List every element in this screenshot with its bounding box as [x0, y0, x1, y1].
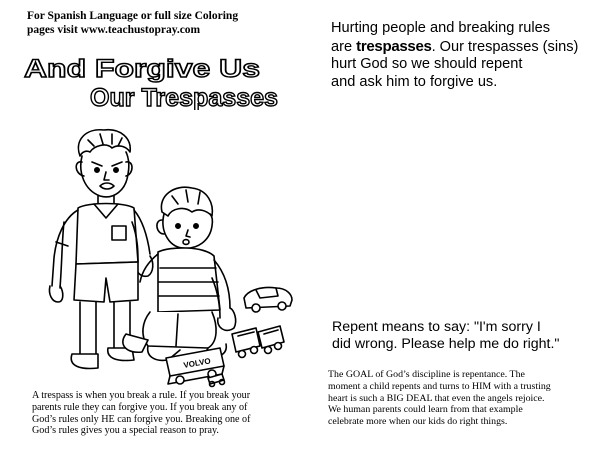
discipline-line: We human parents could learn from that example	[328, 404, 523, 416]
toy-train	[232, 326, 284, 358]
discipline-line: celebrate more when our kids do right things.	[328, 416, 508, 428]
trespass-definition	[32, 390, 272, 437]
header-note-line: For Spanish Language or full size Coloring	[27, 10, 239, 22]
definition-line: A trespass is when you break a rule. If you break your	[32, 390, 251, 401]
intro-line: hurt God so we should repent	[331, 56, 523, 72]
intro-line: and ask him to forgive us.	[331, 73, 498, 90]
header-note-line: pages visit www.teachustopray.com	[27, 23, 201, 36]
repent-line: Repent means to say: "I'm sorry I	[332, 319, 541, 335]
repent-callout	[332, 319, 594, 353]
intro-suffix: . Our trespasses (sins)	[431, 38, 579, 55]
definition-line: God’s rules only HE can forgive you. Breaking one of	[32, 413, 251, 425]
intro-prefix: are	[331, 38, 357, 55]
discipline-line: heart is such a BIG DEAL that even the angels rejoice.	[328, 392, 545, 404]
page-title	[14, 52, 284, 110]
intro-line: Hurting people and breaking rules	[331, 20, 551, 36]
toy-truck-label: VOLVO	[182, 356, 212, 370]
intro-paragraph	[331, 20, 593, 91]
discipline-paragraph	[328, 369, 590, 428]
title-line-1: And Forgive Us	[24, 55, 260, 83]
toy-car	[244, 287, 292, 312]
definition-line: parents rule they can forgive you. If you break any of	[32, 401, 248, 413]
coloring-illustration	[8, 122, 308, 388]
definition-line: God’s rules gives you a special reason to pray.	[32, 425, 219, 437]
discipline-line: moment a child repents and turns to HIM with a trusting	[328, 380, 551, 392]
discipline-line: The GOAL of God’s discipline is repentance. The	[328, 369, 525, 380]
standing-boy-figure	[49, 130, 152, 369]
intro-line-2	[331, 38, 593, 57]
keyword-trespasses: trespasses	[356, 37, 432, 55]
repent-line: did wrong. Please help me do right."	[332, 336, 560, 352]
title-line-2: Our Trespasses	[90, 84, 278, 110]
header-note	[27, 10, 267, 37]
